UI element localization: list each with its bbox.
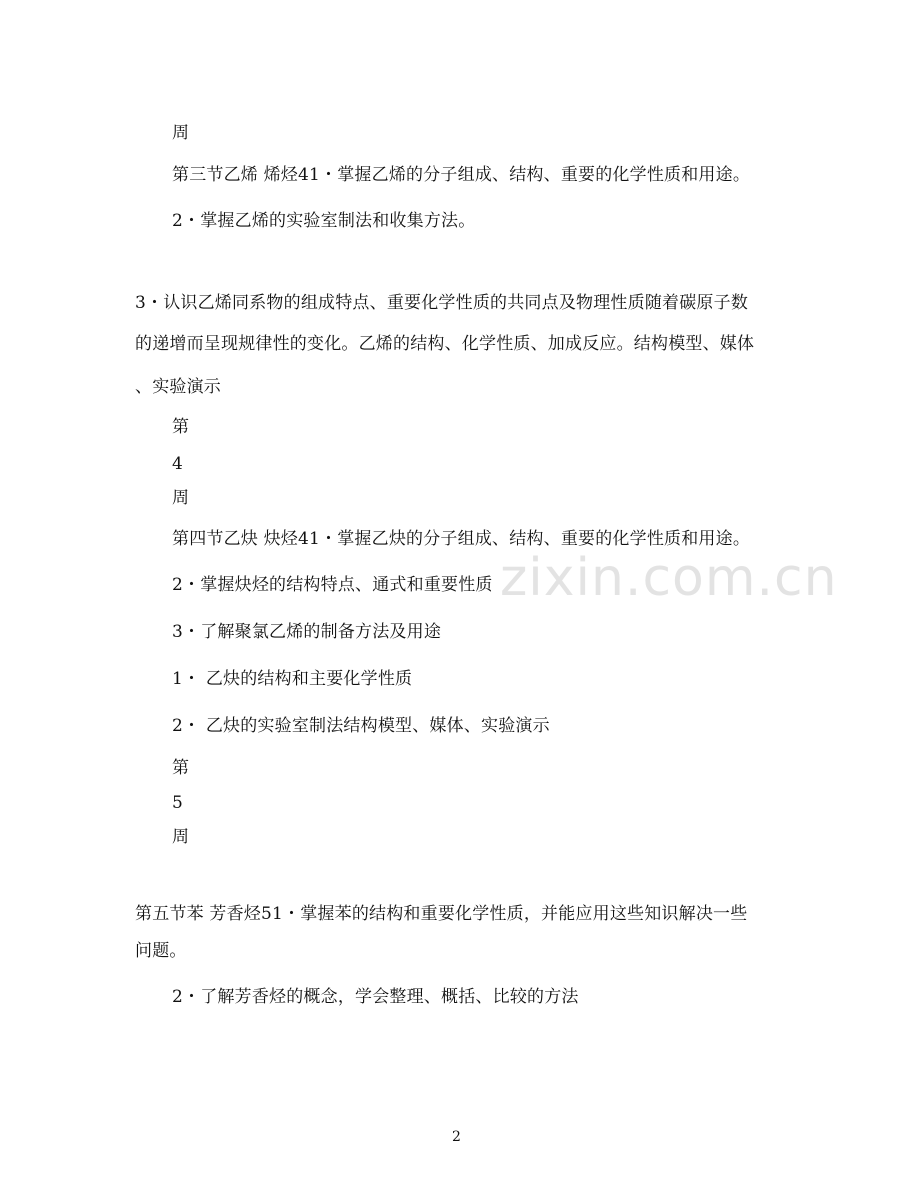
text-line: 第五节苯 芳香烃51・掌握苯的结构和重要化学性质，并能应用这些知识解决一些	[135, 904, 748, 924]
text-line: 的递增而呈现规律性的变化。乙烯的结构、化学性质、加成反应。结构模型、媒体	[135, 334, 755, 354]
text-line: 5	[172, 793, 184, 813]
text-line: 2・掌握炔烃的结构特点、通式和重要性质	[172, 575, 493, 595]
text-line: 第三节乙烯 烯烃41・掌握乙烯的分子组成、结构、重要的化学性质和用途。	[172, 165, 751, 185]
text-line: 2・掌握乙烯的实验室制法和收集方法。	[172, 211, 476, 231]
text-line: 2・ 乙炔的实验室制法结构模型、媒体、实验演示	[172, 716, 550, 736]
text-line: 3・了解聚氯乙烯的制备方法及用途	[172, 622, 442, 642]
text-line: 问题。	[135, 941, 187, 961]
watermark: zixin.com.cn	[500, 548, 838, 608]
text-line: 、实验演示	[135, 377, 221, 397]
text-line: 周	[172, 488, 190, 508]
text-line: 第	[172, 417, 190, 437]
text-line: 第	[172, 758, 190, 778]
page-number: 2	[452, 1129, 461, 1145]
text-line: 周	[172, 123, 190, 143]
text-line: 周	[172, 827, 190, 847]
text-line: 1・ 乙炔的结构和主要化学性质	[172, 669, 413, 689]
text-line: 4	[172, 454, 184, 474]
text-line: 2・了解芳香烃的概念，学会整理、概括、比较的方法	[172, 987, 579, 1007]
text-line: 3・认识乙烯同系物的组成特点、重要化学性质的共同点及物理性质随着碳原子数	[135, 293, 749, 313]
text-line: 第四节乙炔 炔烃41・掌握乙炔的分子组成、结构、重要的化学性质和用途。	[172, 529, 751, 549]
